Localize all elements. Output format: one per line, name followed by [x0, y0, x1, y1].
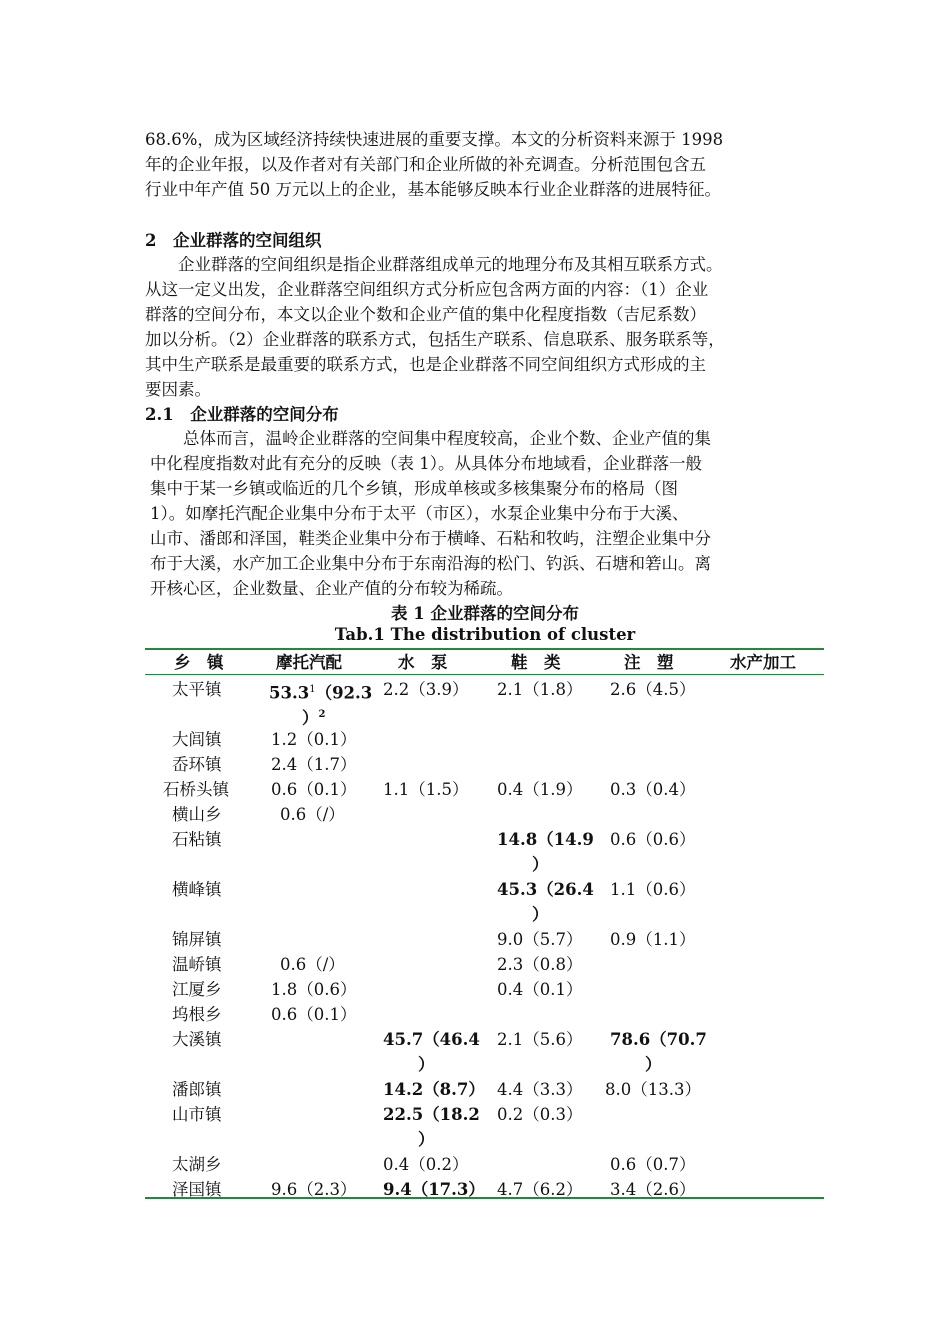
cell-plastic: 78.6（70.7 [610, 1030, 707, 1049]
cell-shoe: 9.0（5.7） [497, 930, 583, 949]
cell-moto: 9.6（2.3） [271, 1180, 357, 1199]
table-row [145, 727, 825, 752]
cell-pump: 0.4（0.2） [383, 1155, 469, 1174]
cell-shoe: 2.1（5.6） [497, 1030, 583, 1049]
cell-shoe: 45.3（26.4 [497, 880, 594, 899]
cell-plastic: 0.6（0.7） [610, 1155, 696, 1174]
table-row [145, 1077, 825, 1102]
text-line: 开核心区，企业数量、企业产值的分布较为稀疏。 [150, 579, 513, 598]
table-row [145, 777, 825, 802]
cell-plastic: 0.3（0.4） [610, 780, 696, 799]
table-caption-cn: 表 1 企业群落的空间分布 [391, 604, 579, 623]
table-row-wrap [145, 1127, 825, 1152]
cell-shoe: 2.1（1.8） [497, 680, 583, 699]
table-row-wrap [145, 902, 825, 927]
cell-moto-wrap: ）$^2$ [302, 708, 326, 728]
cell-shoe-wrap: ） [532, 855, 549, 874]
cell-town: 大闾镇 [172, 730, 222, 749]
table-row [145, 1027, 825, 1052]
table-row [145, 877, 825, 902]
text-line: 年的企业年报，以及作者对有关部门和企业所做的补充调查。分析范围包含五 [145, 155, 706, 174]
text-line: 行业中年产值 50 万元以上的企业，基本能够反映本行业企业群落的进展特征。 [145, 180, 721, 199]
table-caption-en: Tab.1 The distribution of cluster [334, 625, 636, 644]
header-fish: 水产加工 [730, 653, 796, 672]
table-row-wrap [145, 702, 825, 727]
text-line: 总体而言，温岭企业群落的空间集中程度较高，企业个数、企业产值的集 [183, 429, 711, 448]
table-row [145, 927, 825, 952]
cell-town: 横峰镇 [172, 880, 222, 899]
header-pump: 水 泵 [398, 653, 448, 672]
cell-plastic: 0.6（0.6） [610, 830, 696, 849]
cell-shoe: 14.8（14.9 [497, 830, 594, 849]
cell-town: 温峤镇 [172, 955, 222, 974]
cell-plastic: 0.9（1.1） [610, 930, 696, 949]
table-row [145, 802, 825, 827]
cell-pump: 1.1（1.5） [383, 780, 469, 799]
cell-shoe: 4.4（3.3） [497, 1080, 583, 1099]
cell-shoe: 4.7（6.2） [497, 1180, 583, 1199]
cell-pump: 9.4（17.3） [383, 1180, 485, 1199]
cell-moto: 0.6（/） [280, 955, 345, 974]
cell-pump: 2.2（3.9） [383, 680, 469, 699]
cell-town: 石粘镇 [172, 830, 222, 849]
text-line: 1）。如摩托汽配企业集中分布于太平（市区），水泵企业集中分布于大溪、 [150, 504, 689, 523]
cell-shoe: 0.2（0.3） [497, 1105, 583, 1124]
header-shoe: 鞋 类 [511, 653, 561, 672]
cell-town: 横山乡 [172, 805, 222, 824]
text-line: 群落的空间分布，本文以企业个数和企业产值的集中化程度指数（吉尼系数） [145, 305, 706, 324]
header-plastic: 注 塑 [624, 653, 674, 672]
cell-plastic: 3.4（2.6） [610, 1180, 696, 1199]
cell-town: 坞根乡 [172, 1005, 222, 1024]
text-line: 要因素。 [145, 380, 211, 399]
header-moto: 摩托汽配 [276, 653, 342, 672]
cell-town: 江厦乡 [172, 980, 222, 999]
cell-pump-wrap: ） [418, 1130, 435, 1149]
cell-moto: 53.3$^1$（92.3 [269, 683, 373, 703]
text-line: 从这一定义出发，企业群落空间组织方式分析应包含两方面的内容：（1）企业 [145, 280, 709, 299]
table-row-wrap [145, 852, 825, 877]
cell-plastic: 8.0（13.3） [605, 1080, 701, 1099]
cell-moto: 1.8（0.6） [271, 980, 357, 999]
section-2-paragraph [145, 252, 825, 402]
cell-town: 岙环镇 [172, 755, 222, 774]
table-row [145, 677, 825, 702]
table-row [145, 977, 825, 1002]
cell-town: 潘郎镇 [172, 1080, 222, 1099]
text-line: 布于大溪，水产加工企业集中分布于东南沿海的松门、钓浜、石塘和箬山。离 [150, 554, 711, 573]
text-line: 其中生产联系是最重要的联系方式，也是企业群落不同空间组织方式形成的主 [145, 355, 706, 374]
text-line: 加以分析。（2）企业群落的联系方式，包括生产联系、信息联系、服务联系等， [145, 330, 725, 349]
table-row [145, 1177, 825, 1202]
cell-town: 山市镇 [172, 1105, 222, 1124]
cell-shoe-wrap: ） [532, 905, 549, 924]
section-2-1-paragraph [150, 426, 820, 601]
cell-town: 泽国镇 [172, 1180, 222, 1199]
cell-moto: 2.4（1.7） [271, 755, 357, 774]
text-line: 山市、潘郎和泽国，鞋类企业集中分布于横峰、石粘和牧屿，注塑企业集中分 [150, 529, 711, 548]
text-line: 68.6%，成为区域经济持续快速进展的重要支撑。本文的分析资料来源于 1998 [145, 130, 724, 149]
cell-moto: 1.2（0.1） [271, 730, 357, 749]
header-town: 乡 镇 [174, 653, 224, 672]
cell-pump: 45.7（46.4 [383, 1030, 480, 1049]
text-line: 企业群落的空间组织是指企业群落组成单元的地理分布及其相互联系方式。 [178, 255, 723, 274]
cell-shoe: 0.4（0.1） [497, 980, 583, 999]
cell-town: 石桥头镇 [163, 780, 229, 799]
table-row [145, 1102, 825, 1127]
cell-shoe: 2.3（0.8） [497, 955, 583, 974]
cell-pump: 14.2（8.7） [383, 1080, 485, 1099]
cell-town: 大溪镇 [172, 1030, 222, 1049]
section-2-1-heading: 2.1 企业群落的空间分布 [145, 405, 339, 424]
cell-town: 太湖乡 [172, 1155, 222, 1174]
table-row [145, 827, 825, 852]
table-header-row [145, 650, 825, 675]
text-line: 集中于某一乡镇或临近的几个乡镇，形成单核或多核集聚分布的格局（图 [150, 479, 678, 498]
cell-moto: 0.6（0.1） [271, 780, 357, 799]
cell-town: 锦屏镇 [172, 930, 222, 949]
cell-moto: 0.6（0.1） [271, 1005, 357, 1024]
cell-pump: 22.5（18.2 [383, 1105, 480, 1124]
cell-plastic: 1.1（0.6） [610, 880, 696, 899]
cell-plastic: 2.6（4.5） [610, 680, 696, 699]
cell-plastic-wrap: ） [645, 1055, 662, 1074]
table-row [145, 752, 825, 777]
cell-moto: 0.6（/） [280, 805, 345, 824]
table-row [145, 1152, 825, 1177]
table-row-wrap [145, 1052, 825, 1077]
table-row [145, 952, 825, 977]
text-line: 中化程度指数对此有充分的反映（表 1）。从具体分布地域看，企业群落一般 [150, 454, 702, 473]
table-row [145, 1002, 825, 1027]
cell-shoe: 0.4（1.9） [497, 780, 583, 799]
cell-town: 太平镇 [172, 680, 222, 699]
cell-pump-wrap: ） [418, 1055, 435, 1074]
intro-paragraph [145, 127, 825, 202]
section-2-heading: 2 企业群落的空间组织 [145, 231, 322, 250]
